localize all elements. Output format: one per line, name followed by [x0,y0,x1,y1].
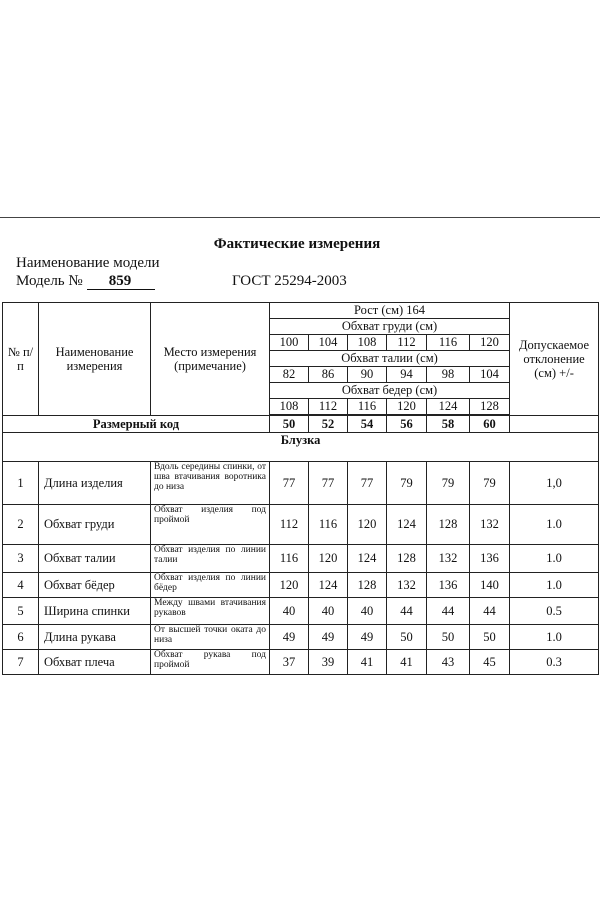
measurement-value: 79 [470,462,510,505]
row-number: 4 [3,573,39,598]
chest-label: Обхват груди (см) [270,319,510,335]
chest-value: 120 [470,335,510,351]
measurement-name: Обхват груди [39,505,151,545]
table-row [3,598,599,625]
measurement-value: 120 [270,573,309,598]
waist-value: 86 [309,367,348,383]
measurement-value: 40 [309,598,348,625]
measurement-name: Обхват талии [39,545,151,573]
model-name-label: Наименование модели [16,255,160,271]
measurement-value: 49 [348,625,387,650]
measurement-value: 79 [427,462,470,505]
measurement-place: Обхват изделия по линии талии [151,545,270,573]
measurement-value: 124 [348,545,387,573]
hips-value: 128 [470,399,510,415]
tolerance-value: 0.3 [510,650,599,675]
model-label: Модель № [16,273,83,289]
measurement-value: 37 [270,650,309,675]
measurement-value: 124 [387,505,427,545]
measurement-value: 40 [270,598,309,625]
hips-value: 116 [348,399,387,415]
waist-value: 82 [270,367,309,383]
page-title: Фактические измерения [213,236,381,252]
measurement-place: Обхват рукава под проймой [151,650,270,675]
size-code: 50 [270,416,309,433]
table-row [3,545,599,573]
tolerance-value: 1.0 [510,545,599,573]
row-number: 3 [3,545,39,573]
measurement-value: 132 [470,505,510,545]
measurement-value: 112 [270,505,309,545]
header-tolerance: Допускаемое отклонение (см) +/- [510,303,599,416]
measurement-value: 140 [470,573,510,598]
measurement-value: 132 [427,545,470,573]
chest-value: 104 [309,335,348,351]
measurement-value: 124 [309,573,348,598]
model-number: 859 [87,274,155,290]
measurement-name: Ширина спинки [39,598,151,625]
measurement-value: 77 [270,462,309,505]
row-number: 2 [3,505,39,545]
measurement-value: 39 [309,650,348,675]
hips-value: 108 [270,399,309,415]
chest-value: 116 [427,335,470,351]
measurement-value: 136 [427,573,470,598]
measurement-place: Между швами втачивания рукавов [151,598,270,625]
measurement-place: Вдоль середины спинки, от шва втачивания воротника до низа [151,462,270,505]
header-name: Наименование измерения [39,303,151,416]
hips-value: 120 [387,399,427,415]
measurement-value: 128 [348,573,387,598]
measurement-value: 44 [470,598,510,625]
measurement-value: 49 [270,625,309,650]
tolerance-value: 1,0 [510,462,599,505]
chest-value: 112 [387,335,427,351]
waist-value: 90 [348,367,387,383]
size-code: 58 [427,416,470,433]
measurement-value: 116 [309,505,348,545]
measurement-value: 43 [427,650,470,675]
measurement-value: 128 [387,545,427,573]
measurement-value: 44 [427,598,470,625]
measurement-value: 45 [470,650,510,675]
measurement-value: 116 [270,545,309,573]
tolerance-value: 0.5 [510,598,599,625]
waist-value: 98 [427,367,470,383]
table-row [3,505,599,545]
size-code: 52 [309,416,348,433]
row-number: 5 [3,598,39,625]
gost-standard: ГОСТ 25294-2003 [232,273,347,289]
measurement-value: 41 [348,650,387,675]
measurement-value: 136 [470,545,510,573]
measurement-value: 50 [470,625,510,650]
size-code: 54 [348,416,387,433]
measurement-value: 132 [387,573,427,598]
waist-value: 94 [387,367,427,383]
measurement-value: 77 [348,462,387,505]
measurement-value: 41 [387,650,427,675]
table-row [3,573,599,598]
waist-label: Обхват талии (см) [270,351,510,367]
measurement-value: 120 [309,545,348,573]
measurement-value: 50 [427,625,470,650]
hips-label: Обхват бедер (см) [270,383,510,399]
size-code-tolerance-cell [510,416,599,433]
row-number: 1 [3,462,39,505]
measurements-table [2,302,599,675]
height-label: Рост (см) 164 [270,303,510,319]
measurement-place: Обхват изделия под проймой [151,505,270,545]
row-number: 7 [3,650,39,675]
header-num: № п/п [3,303,39,416]
tolerance-value: 1.0 [510,625,599,650]
measurement-value: 79 [387,462,427,505]
section-title: Блузка [3,433,599,462]
model-number-line [16,273,155,290]
row-number: 6 [3,625,39,650]
chest-value: 100 [270,335,309,351]
table-row [3,650,599,675]
measurement-name: Длина изделия [39,462,151,505]
measurement-name: Длина рукава [39,625,151,650]
size-code: 56 [387,416,427,433]
top-separator-line [0,217,600,218]
waist-value: 104 [470,367,510,383]
measurement-value: 120 [348,505,387,545]
tolerance-value: 1.0 [510,573,599,598]
measurement-place: Обхват изделия по линии бёдер [151,573,270,598]
measurement-name: Обхват бёдер [39,573,151,598]
hips-value: 124 [427,399,470,415]
measurement-value: 128 [427,505,470,545]
header-place: Место измерения (примечание) [151,303,270,416]
measurement-name: Обхват плеча [39,650,151,675]
measurement-value: 50 [387,625,427,650]
measurement-value: 44 [387,598,427,625]
chest-value: 108 [348,335,387,351]
table-row [3,625,599,650]
measurement-value: 77 [309,462,348,505]
tolerance-value: 1.0 [510,505,599,545]
measurement-place: От высшей точки оката до низа [151,625,270,650]
size-code-label: Размерный код [3,416,270,433]
size-code: 60 [470,416,510,433]
table-row [3,462,599,505]
hips-value: 112 [309,399,348,415]
measurement-value: 49 [309,625,348,650]
measurement-value: 40 [348,598,387,625]
